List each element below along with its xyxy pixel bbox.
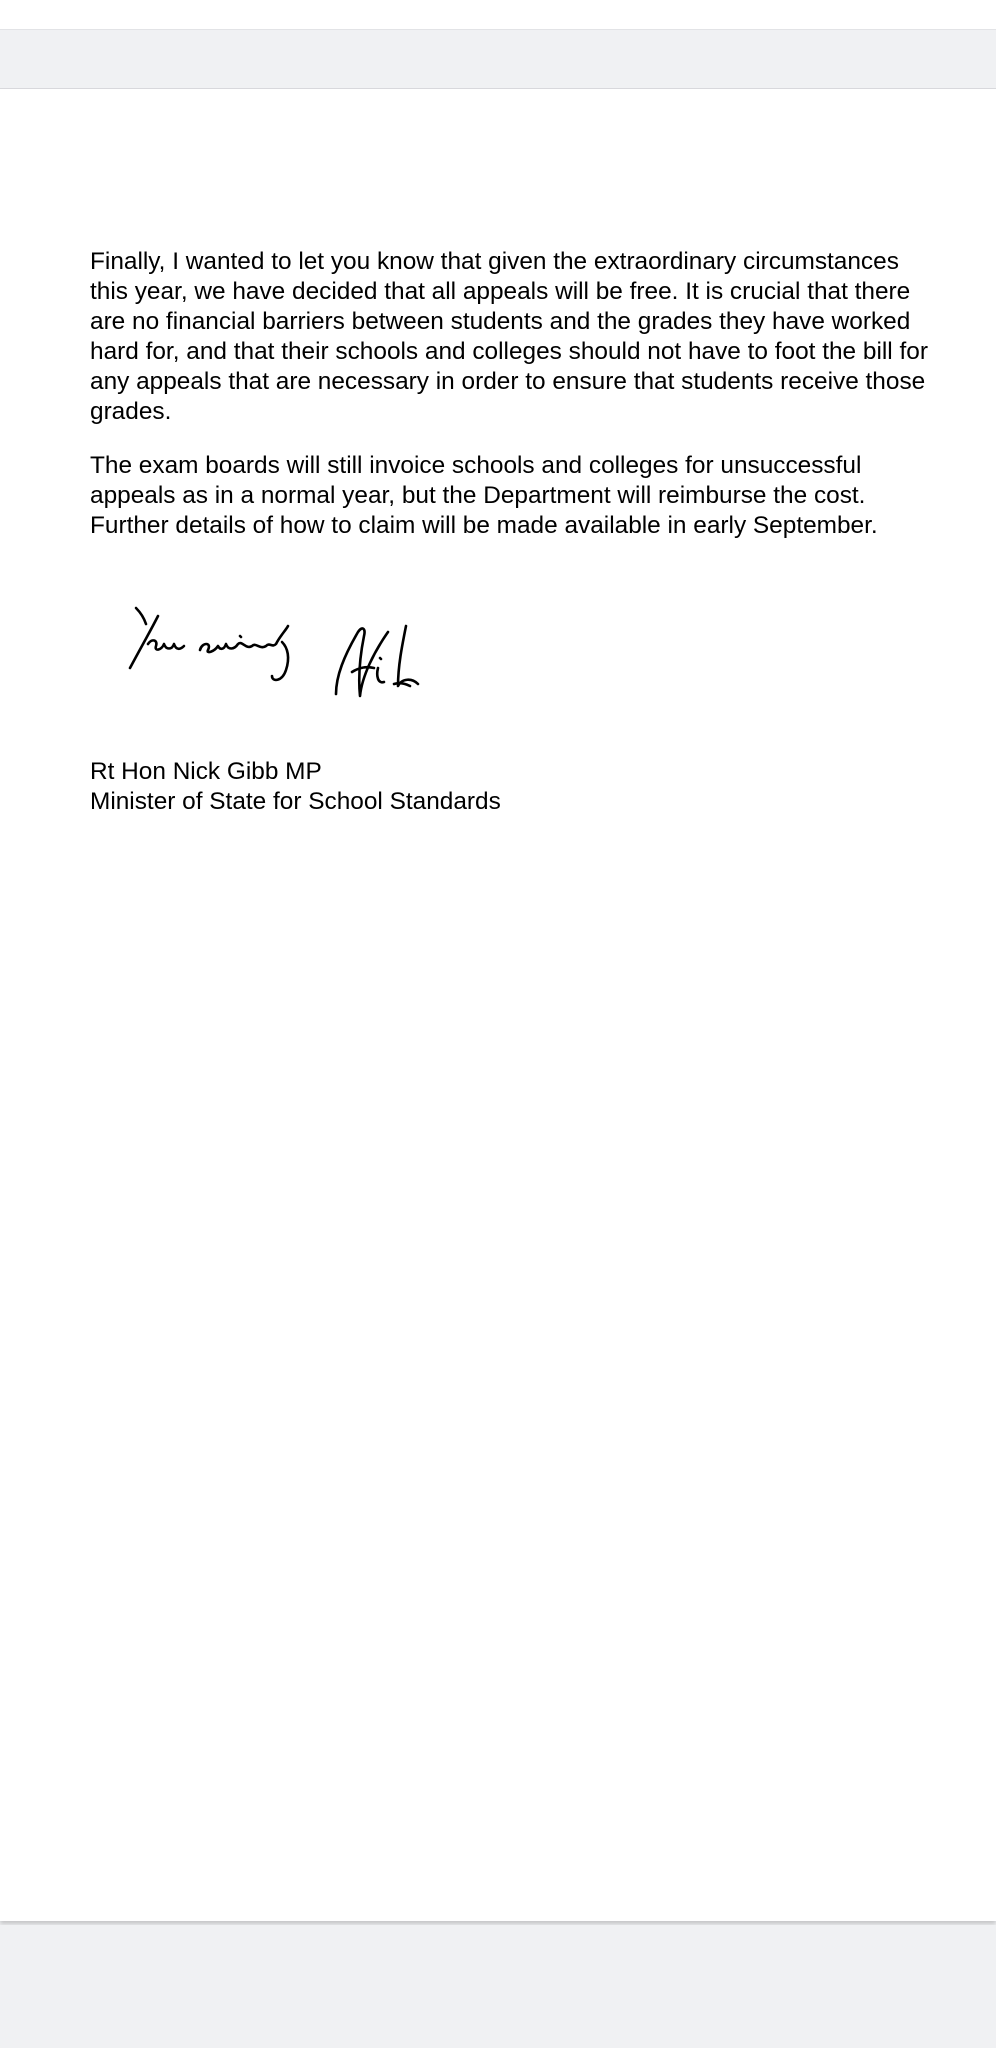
handwritten-signature (122, 606, 452, 716)
signer-block (90, 757, 501, 817)
paragraph-reimbursement: The exam boards will still invoice schools and colleges for unsuccessful appeals as in a normal year, but the Department will reimburse the cost. Further details of how to claim will be made available in early September. (90, 452, 878, 539)
signer-title: Minister of State for School Standards (90, 788, 501, 815)
top-bar (0, 0, 996, 30)
paragraph-appeals-free: Finally, I wanted to let you know that given the extraordinary circumstances this year, we have decided that all appeals will be free. It is crucial that there are no financial barriers between students and the grades they have worked hard for, and that their schools and colleges should not have to foot the bill for any appeals that are necessary in order to ensure that students receive those grades. (90, 248, 928, 425)
viewer-background-bottom (0, 1925, 996, 2048)
signer-name: Rt Hon Nick Gibb MP (90, 758, 322, 785)
viewer-toolbar-area (0, 30, 996, 89)
letter-body (90, 247, 990, 565)
